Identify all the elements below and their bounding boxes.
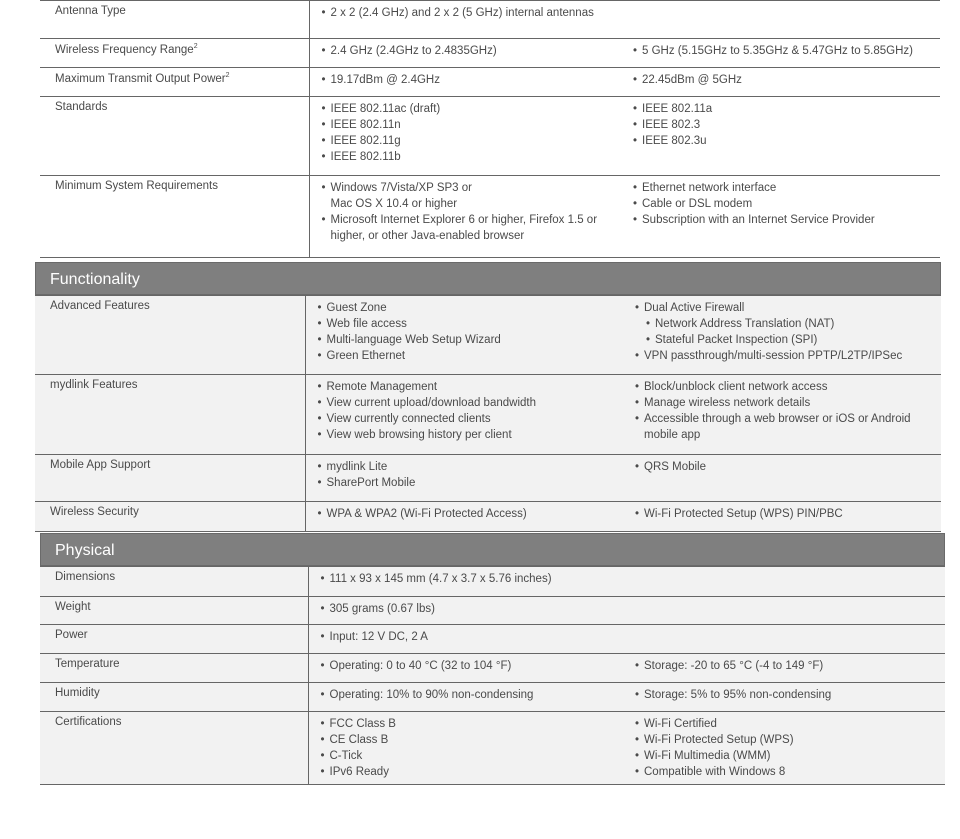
bullet-list xyxy=(321,687,630,703)
list-item: • Dual Active Firewall xyxy=(635,300,941,316)
list-item: • IEEE 802.3u xyxy=(633,133,940,149)
list-item: • SharePort Mobile xyxy=(318,475,630,491)
list-item: • FCC Class B xyxy=(321,716,630,732)
row-label-text: Dimensions xyxy=(55,571,116,583)
row-label xyxy=(40,1,309,39)
row-value-col1 xyxy=(309,1,627,39)
bullet-list xyxy=(635,658,945,674)
table-row xyxy=(40,39,940,68)
list-item: • Wi-Fi Protected Setup (WPS) PIN/PBC xyxy=(635,506,941,522)
physical-header: Physical xyxy=(40,533,945,566)
row-value-col1 xyxy=(305,502,629,532)
row-label xyxy=(40,654,308,683)
bullet-list xyxy=(321,601,630,617)
row-label xyxy=(40,68,309,97)
bullet-list xyxy=(322,43,628,59)
row-value-col1 xyxy=(309,97,627,176)
functionality-table-body xyxy=(35,296,941,532)
row-label xyxy=(35,375,305,455)
list-item: • Accessible through a web browser or iOS or Android xyxy=(635,411,941,427)
bullet-list xyxy=(322,180,628,244)
table-row xyxy=(40,1,940,39)
table-row xyxy=(40,654,945,683)
list-item: • 2 x 2 (2.4 GHz) and 2 x 2 (5 GHz) internal antennas xyxy=(322,5,628,21)
list-item: • Wi-Fi Certified xyxy=(635,716,945,732)
bullet-list xyxy=(635,379,941,443)
table-row xyxy=(40,597,945,625)
row-label xyxy=(40,97,309,176)
bullet-list xyxy=(635,687,945,703)
list-item: • IEEE 802.11a xyxy=(633,101,940,117)
row-label xyxy=(40,39,309,68)
row-label xyxy=(40,597,308,625)
row-label xyxy=(35,502,305,532)
row-value-col2 xyxy=(627,97,940,176)
list-item: • 19.17dBm @ 2.4GHz xyxy=(322,72,628,88)
table-row xyxy=(40,68,940,97)
list-item: • IEEE 802.11g xyxy=(322,133,628,149)
list-item: • View current upload/download bandwidth xyxy=(318,395,630,411)
list-item: • Wi-Fi Protected Setup (WPS) xyxy=(635,732,945,748)
physical-section xyxy=(40,533,945,784)
list-item: • Stateful Packet Inspection (SPI) xyxy=(635,332,941,348)
list-item: • Storage: -20 to 65 °C (-4 to 149 °F) xyxy=(635,658,945,674)
list-item: • Microsoft Internet Explorer 6 or higher, Firefox 1.5 or xyxy=(322,212,628,228)
row-value-col1 xyxy=(308,654,629,683)
list-item: • Operating: 0 to 40 °C (32 to 104 °F) xyxy=(321,658,630,674)
list-item: • Operating: 10% to 90% non-condensing xyxy=(321,687,630,703)
list-item: • Green Ethernet xyxy=(318,348,630,364)
list-item: • IEEE 802.11b xyxy=(322,149,628,165)
bullet-list xyxy=(635,716,945,780)
row-label-text: Minimum System Requirements xyxy=(55,180,218,192)
bullet-list xyxy=(318,459,630,491)
list-item: • 2.4 GHz (2.4GHz to 2.4835GHz) xyxy=(322,43,628,59)
list-item: • Windows 7/Vista/XP SP3 or xyxy=(322,180,628,196)
list-item: • Multi-language Web Setup Wizard xyxy=(318,332,630,348)
bullet-list xyxy=(633,43,940,59)
row-value-col2 xyxy=(629,567,945,597)
row-value-col2 xyxy=(629,375,941,455)
row-label xyxy=(35,455,305,502)
bullet-list xyxy=(318,506,630,522)
row-label-text: Humidity xyxy=(55,687,100,699)
bullet-list xyxy=(321,716,630,780)
list-item: • CE Class B xyxy=(321,732,630,748)
row-label-text: Mobile App Support xyxy=(50,459,151,471)
top-spec-table xyxy=(40,0,940,258)
bullet-list xyxy=(322,72,628,88)
table-row xyxy=(40,625,945,654)
list-item: • Compatible with Windows 8 xyxy=(635,764,945,780)
table-row xyxy=(40,683,945,712)
row-value-col2 xyxy=(629,296,941,375)
row-value-col2 xyxy=(629,654,945,683)
row-value-col2 xyxy=(627,68,940,97)
functionality-section xyxy=(35,262,941,531)
list-item: • Remote Management xyxy=(318,379,630,395)
bullet-list xyxy=(633,101,940,149)
list-item: Mac OS X 10.4 or higher xyxy=(330,198,458,210)
list-item: • View currently connected clients xyxy=(318,411,630,427)
row-value-col1 xyxy=(309,176,627,258)
list-item: • IEEE 802.3 xyxy=(633,117,940,133)
row-value-col2 xyxy=(627,176,940,258)
row-label-text: Temperature xyxy=(55,658,120,670)
row-label-text: Maximum Transmit Output Power xyxy=(55,72,226,85)
bullet-list xyxy=(322,5,628,21)
bullet-list xyxy=(635,506,941,522)
bullet-list xyxy=(321,658,630,674)
functionality-header: Functionality xyxy=(35,262,941,295)
list-item: mobile app xyxy=(644,429,701,441)
row-label xyxy=(40,712,308,785)
physical-table-body xyxy=(40,567,945,785)
list-item: • Subscription with an Internet Service Provider xyxy=(633,212,940,228)
row-value-col2 xyxy=(627,1,940,39)
bullet-list xyxy=(318,300,630,364)
bullet-list xyxy=(322,101,628,165)
row-value-col2 xyxy=(629,597,945,625)
list-item: • 305 grams (0.67 lbs) xyxy=(321,601,630,617)
list-item: • View web browsing history per client xyxy=(318,427,630,443)
table-row xyxy=(35,296,941,375)
row-label xyxy=(40,176,309,258)
top-table xyxy=(40,0,940,258)
row-label-text: Advanced Features xyxy=(50,300,150,312)
list-item: • QRS Mobile xyxy=(635,459,941,475)
bullet-list xyxy=(321,629,630,645)
list-item: • IPv6 Ready xyxy=(321,764,630,780)
physical-table xyxy=(40,566,945,785)
row-label xyxy=(40,567,308,597)
list-item: higher, or other Java-enabled browser xyxy=(330,230,525,242)
row-value-col1 xyxy=(309,68,627,97)
row-value-col1 xyxy=(308,567,629,597)
row-value-col1 xyxy=(308,683,629,712)
row-label-text: Standards xyxy=(55,101,108,113)
list-item: • 5 GHz (5.15GHz to 5.35GHz & 5.47GHz to 5.85GHz) xyxy=(633,43,940,59)
list-item: • Cable or DSL modem xyxy=(633,196,940,212)
row-value-col1 xyxy=(309,39,627,68)
list-item: • mydlink Lite xyxy=(318,459,630,475)
list-item: • IEEE 802.11n xyxy=(322,117,628,133)
row-value-col1 xyxy=(305,455,629,502)
row-label-text: mydlink Features xyxy=(50,379,138,391)
row-label-text: Weight xyxy=(55,601,91,613)
row-label-text: Power xyxy=(55,629,88,641)
row-label-text: Certifications xyxy=(55,716,122,728)
bullet-list xyxy=(635,300,941,364)
list-item: • IEEE 802.11ac (draft) xyxy=(322,101,628,117)
row-label xyxy=(40,683,308,712)
footnote-marker: 2 xyxy=(193,43,198,50)
list-item: • VPN passthrough/multi-session PPTP/L2TP/IPSec xyxy=(635,348,941,364)
list-item: • 111 x 93 x 145 mm (4.7 x 3.7 x 5.76 inches) xyxy=(321,571,630,587)
row-value-col2 xyxy=(629,683,945,712)
top-table-body xyxy=(40,1,940,258)
row-label-text: Antenna Type xyxy=(55,5,126,17)
list-item: • 22.45dBm @ 5GHz xyxy=(633,72,940,88)
table-row xyxy=(35,375,941,455)
table-row xyxy=(35,502,941,532)
row-value-col2 xyxy=(629,502,941,532)
footnote-marker: 2 xyxy=(225,72,230,79)
table-row xyxy=(40,567,945,597)
row-label-text: Wireless Security xyxy=(50,506,139,518)
row-value-col2 xyxy=(629,712,945,785)
bullet-list xyxy=(633,72,940,88)
bullet-list xyxy=(635,459,941,475)
table-row xyxy=(40,97,940,176)
row-value-col2 xyxy=(629,455,941,502)
list-item: • Wi-Fi Multimedia (WMM) xyxy=(635,748,945,764)
list-item: • Guest Zone xyxy=(318,300,630,316)
row-value-col2 xyxy=(629,625,945,654)
table-row xyxy=(40,176,940,258)
row-value-col1 xyxy=(308,597,629,625)
list-item: • WPA & WPA2 (Wi-Fi Protected Access) xyxy=(318,506,630,522)
list-item: • Ethernet network interface xyxy=(633,180,940,196)
list-item: • Web file access xyxy=(318,316,630,332)
row-label xyxy=(40,625,308,654)
table-row xyxy=(35,455,941,502)
list-item: • Storage: 5% to 95% non-condensing xyxy=(635,687,945,703)
table-row xyxy=(40,712,945,785)
row-value-col1 xyxy=(308,712,629,785)
row-value-col2 xyxy=(627,39,940,68)
row-label-text: Wireless Frequency Range xyxy=(55,43,194,56)
list-item: • Manage wireless network details xyxy=(635,395,941,411)
row-value-col1 xyxy=(305,296,629,375)
row-value-col1 xyxy=(305,375,629,455)
bullet-list xyxy=(318,379,630,443)
bullet-list xyxy=(321,571,630,587)
bullet-list xyxy=(633,180,940,228)
row-label xyxy=(35,296,305,375)
list-item: • Input: 12 V DC, 2 A xyxy=(321,629,630,645)
list-item: • C-Tick xyxy=(321,748,630,764)
list-item: • Block/unblock client network access xyxy=(635,379,941,395)
row-value-col1 xyxy=(308,625,629,654)
functionality-table xyxy=(35,295,941,532)
list-item: • Network Address Translation (NAT) xyxy=(635,316,941,332)
